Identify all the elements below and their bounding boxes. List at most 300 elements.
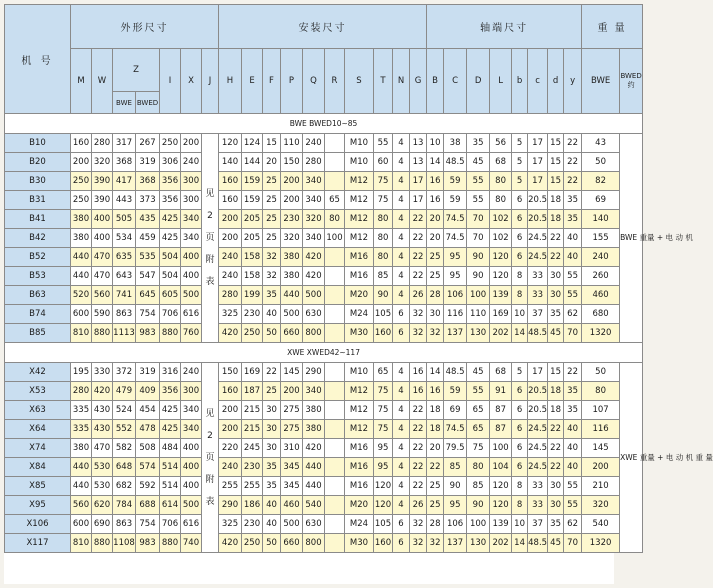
value-cell-E: 199 <box>242 286 263 305</box>
value-cell-b: 8 <box>512 267 528 286</box>
value-cell-E: 230 <box>242 305 263 324</box>
value-cell-F: 25 <box>263 229 281 248</box>
value-cell-H: 240 <box>219 458 242 477</box>
value-cell-C: 95 <box>444 496 467 515</box>
col-header-X: X <box>181 49 202 114</box>
value-cell-Z1: 635 <box>113 248 136 267</box>
weight-cell: 145 <box>582 439 620 458</box>
weight-cell: 540 <box>582 515 620 534</box>
value-cell-P: 345 <box>281 458 303 477</box>
note-char: 见 <box>205 408 215 419</box>
weight-cell: 82 <box>582 172 620 191</box>
value-cell-F: 30 <box>263 420 281 439</box>
table-row <box>5 134 643 153</box>
value-cell-F: 40 <box>263 496 281 515</box>
value-cell-Q: 630 <box>303 305 325 324</box>
value-cell-C: 69 <box>444 401 467 420</box>
value-cell-c: 33 <box>528 267 548 286</box>
value-cell-c: 20.5 <box>528 382 548 401</box>
value-cell-Z2: 688 <box>136 496 160 515</box>
value-cell-F: 20 <box>263 153 281 172</box>
value-cell-Q: 380 <box>303 401 325 420</box>
col-header-I: I <box>160 49 181 114</box>
value-cell-D: 110 <box>467 305 490 324</box>
value-cell-Z2: 983 <box>136 534 160 553</box>
value-cell-E: 255 <box>242 477 263 496</box>
value-cell-G: 32 <box>410 534 427 553</box>
value-cell-N: 4 <box>393 172 410 191</box>
value-cell-c: 48.5 <box>528 324 548 343</box>
value-cell-F: 15 <box>263 134 281 153</box>
value-cell-D: 130 <box>467 324 490 343</box>
value-cell-d: 18 <box>548 191 564 210</box>
value-cell-Z2: 478 <box>136 420 160 439</box>
value-cell-R: 80 <box>325 210 345 229</box>
value-cell-I: 356 <box>160 172 181 191</box>
value-cell-E: 144 <box>242 153 263 172</box>
value-cell-C: 95 <box>444 267 467 286</box>
value-cell-y: 55 <box>564 267 582 286</box>
value-cell-I: 356 <box>160 191 181 210</box>
model-cell: B85 <box>5 324 71 343</box>
value-cell-N: 4 <box>393 134 410 153</box>
value-cell-F: 32 <box>263 248 281 267</box>
value-cell-P: 660 <box>281 534 303 553</box>
value-cell-d: 22 <box>548 458 564 477</box>
value-cell-H: 150 <box>219 363 242 382</box>
value-cell-R <box>325 382 345 401</box>
value-cell-W: 530 <box>92 458 113 477</box>
value-cell-b: 8 <box>512 477 528 496</box>
value-cell-I: 504 <box>160 248 181 267</box>
value-cell-Z2: 983 <box>136 324 160 343</box>
value-cell-D: 80 <box>467 458 490 477</box>
value-cell-B: 14 <box>427 363 444 382</box>
value-cell-G: 17 <box>410 191 427 210</box>
value-cell-W: 430 <box>92 420 113 439</box>
value-cell-N: 4 <box>393 286 410 305</box>
value-cell-N: 6 <box>393 305 410 324</box>
weight-cell: 1320 <box>582 534 620 553</box>
value-cell-c: 20.5 <box>528 401 548 420</box>
value-cell-C: 74.5 <box>444 229 467 248</box>
value-cell-B: 20 <box>427 210 444 229</box>
value-cell-L: 87 <box>490 401 512 420</box>
value-cell-S: M16 <box>345 458 374 477</box>
value-cell-T: 120 <box>374 496 393 515</box>
value-cell-X: 400 <box>181 248 202 267</box>
col-header-shaft-b: b <box>512 49 528 114</box>
value-cell-M: 600 <box>71 515 92 534</box>
value-cell-W: 430 <box>92 401 113 420</box>
value-cell-D: 35 <box>467 134 490 153</box>
value-cell-Z2: 535 <box>136 248 160 267</box>
col-header-Z-bwed: BWED <box>136 92 160 114</box>
value-cell-Z2: 373 <box>136 191 160 210</box>
value-cell-P: 200 <box>281 172 303 191</box>
value-cell-C: 106 <box>444 515 467 534</box>
value-cell-P: 460 <box>281 496 303 515</box>
value-cell-I: 880 <box>160 534 181 553</box>
col-header-weight-bwed: BWED 约 <box>620 49 643 114</box>
value-cell-D: 55 <box>467 382 490 401</box>
value-cell-X: 400 <box>181 458 202 477</box>
value-cell-C: 59 <box>444 172 467 191</box>
value-cell-c: 37 <box>528 515 548 534</box>
value-cell-y: 55 <box>564 496 582 515</box>
value-cell-Z2: 319 <box>136 363 160 382</box>
col-header-W: W <box>92 49 113 114</box>
value-cell-Z2: 459 <box>136 229 160 248</box>
value-cell-Z1: 863 <box>113 515 136 534</box>
value-cell-S: M12 <box>345 191 374 210</box>
value-cell-P: 275 <box>281 420 303 439</box>
value-cell-I: 425 <box>160 210 181 229</box>
weight-cell: 260 <box>582 267 620 286</box>
table-row <box>5 210 643 229</box>
value-cell-T: 75 <box>374 420 393 439</box>
value-cell-d: 30 <box>548 496 564 515</box>
value-cell-X: 340 <box>181 401 202 420</box>
model-cell: B63 <box>5 286 71 305</box>
table-row <box>5 191 643 210</box>
value-cell-C: 85 <box>444 458 467 477</box>
value-cell-S: M12 <box>345 172 374 191</box>
value-cell-F: 40 <box>263 305 281 324</box>
value-cell-X: 760 <box>181 324 202 343</box>
value-cell-E: 205 <box>242 229 263 248</box>
value-cell-M: 810 <box>71 534 92 553</box>
value-cell-G: 22 <box>410 401 427 420</box>
value-cell-Z2: 267 <box>136 134 160 153</box>
value-cell-d: 45 <box>548 324 564 343</box>
value-cell-L: 68 <box>490 153 512 172</box>
value-cell-d: 22 <box>548 420 564 439</box>
table-row <box>5 382 643 401</box>
value-cell-I: 306 <box>160 153 181 172</box>
value-cell-E: 215 <box>242 420 263 439</box>
value-cell-L: 139 <box>490 286 512 305</box>
value-cell-E: 124 <box>242 134 263 153</box>
note-char: 表 <box>205 496 215 507</box>
value-cell-R <box>325 267 345 286</box>
section-title-row <box>5 343 643 363</box>
col-header-S: S <box>345 49 374 114</box>
model-cell: X84 <box>5 458 71 477</box>
value-cell-M: 380 <box>71 210 92 229</box>
col-header-H: H <box>219 49 242 114</box>
value-cell-S: M10 <box>345 363 374 382</box>
value-cell-D: 90 <box>467 267 490 286</box>
value-cell-b: 6 <box>512 439 528 458</box>
value-cell-T: 160 <box>374 324 393 343</box>
value-cell-D: 65 <box>467 401 490 420</box>
value-cell-G: 22 <box>410 477 427 496</box>
value-cell-T: 90 <box>374 286 393 305</box>
value-cell-R: 100 <box>325 229 345 248</box>
value-cell-P: 200 <box>281 382 303 401</box>
value-cell-S: M10 <box>345 153 374 172</box>
value-cell-Q: 800 <box>303 534 325 553</box>
value-cell-S: M24 <box>345 515 374 534</box>
value-cell-X: 240 <box>181 153 202 172</box>
value-cell-Q: 440 <box>303 477 325 496</box>
value-cell-P: 380 <box>281 267 303 286</box>
value-cell-Z1: 1108 <box>113 534 136 553</box>
value-cell-B: 30 <box>427 305 444 324</box>
value-cell-R <box>325 363 345 382</box>
value-cell-F: 35 <box>263 477 281 496</box>
col-header-Z: Z <box>113 49 160 92</box>
value-cell-L: 202 <box>490 534 512 553</box>
section-title: BWE BWED10~85 <box>5 114 643 134</box>
value-cell-D: 65 <box>467 420 490 439</box>
value-cell-T: 105 <box>374 515 393 534</box>
value-cell-Z1: 552 <box>113 420 136 439</box>
value-cell-P: 380 <box>281 248 303 267</box>
value-cell-C: 38 <box>444 134 467 153</box>
value-cell-Z1: 784 <box>113 496 136 515</box>
value-cell-W: 880 <box>92 324 113 343</box>
value-cell-Q: 800 <box>303 324 325 343</box>
model-cell: B41 <box>5 210 71 229</box>
value-cell-T: 75 <box>374 382 393 401</box>
value-cell-C: 59 <box>444 382 467 401</box>
value-cell-R <box>325 401 345 420</box>
table-row <box>5 363 643 382</box>
value-cell-G: 32 <box>410 324 427 343</box>
value-cell-c: 33 <box>528 496 548 515</box>
value-cell-F: 22 <box>263 363 281 382</box>
section-title-row <box>5 114 643 134</box>
value-cell-c: 20.5 <box>528 210 548 229</box>
installation-dimensions-header: 安装尺寸 <box>219 5 427 49</box>
value-cell-W: 470 <box>92 267 113 286</box>
value-cell-B: 28 <box>427 286 444 305</box>
value-cell-G: 22 <box>410 229 427 248</box>
value-cell-B: 25 <box>427 496 444 515</box>
value-cell-G: 22 <box>410 210 427 229</box>
value-cell-R <box>325 153 345 172</box>
value-cell-P: 230 <box>281 210 303 229</box>
note-char: 附 <box>205 474 215 485</box>
value-cell-L: 139 <box>490 515 512 534</box>
value-cell-Q: 630 <box>303 515 325 534</box>
value-cell-T: 55 <box>374 134 393 153</box>
value-cell-T: 75 <box>374 191 393 210</box>
value-cell-I: 706 <box>160 515 181 534</box>
col-header-T: T <box>374 49 393 114</box>
value-cell-B: 18 <box>427 401 444 420</box>
value-cell-c: 17 <box>528 172 548 191</box>
table-row <box>5 153 643 172</box>
value-cell-S: M12 <box>345 229 374 248</box>
value-cell-T: 95 <box>374 458 393 477</box>
model-cell: X85 <box>5 477 71 496</box>
value-cell-N: 4 <box>393 401 410 420</box>
value-cell-W: 330 <box>92 363 113 382</box>
value-cell-W: 420 <box>92 382 113 401</box>
value-cell-H: 240 <box>219 248 242 267</box>
table-row <box>5 267 643 286</box>
value-cell-S: M20 <box>345 496 374 515</box>
model-cell: X42 <box>5 363 71 382</box>
value-cell-W: 530 <box>92 477 113 496</box>
value-cell-G: 32 <box>410 305 427 324</box>
value-cell-W: 620 <box>92 496 113 515</box>
value-cell-X: 500 <box>181 496 202 515</box>
value-cell-C: 116 <box>444 305 467 324</box>
value-cell-Z2: 754 <box>136 515 160 534</box>
value-cell-H: 200 <box>219 420 242 439</box>
value-cell-D: 85 <box>467 477 490 496</box>
value-cell-P: 345 <box>281 477 303 496</box>
col-header-shaft-C: C <box>444 49 467 114</box>
value-cell-b: 10 <box>512 305 528 324</box>
value-cell-B: 20 <box>427 439 444 458</box>
value-cell-y: 40 <box>564 248 582 267</box>
value-cell-I: 880 <box>160 324 181 343</box>
machine-number-header: 机 号 <box>5 5 71 114</box>
value-cell-y: 55 <box>564 286 582 305</box>
value-cell-X: 616 <box>181 305 202 324</box>
value-cell-C: 137 <box>444 324 467 343</box>
value-cell-W: 560 <box>92 286 113 305</box>
value-cell-G: 22 <box>410 458 427 477</box>
value-cell-R <box>325 248 345 267</box>
weight-cell: 69 <box>582 191 620 210</box>
value-cell-M: 520 <box>71 286 92 305</box>
model-cell: B53 <box>5 267 71 286</box>
value-cell-Z1: 524 <box>113 401 136 420</box>
value-cell-M: 335 <box>71 420 92 439</box>
value-cell-b: 8 <box>512 286 528 305</box>
value-cell-M: 200 <box>71 153 92 172</box>
value-cell-B: 14 <box>427 153 444 172</box>
value-cell-M: 195 <box>71 363 92 382</box>
section-title: XWE XWED42~117 <box>5 343 643 363</box>
value-cell-M: 250 <box>71 172 92 191</box>
value-cell-y: 70 <box>564 324 582 343</box>
value-cell-B: 22 <box>427 458 444 477</box>
col-header-shaft-D: D <box>467 49 490 114</box>
header-row-groups <box>5 5 643 49</box>
value-cell-D: 70 <box>467 210 490 229</box>
value-cell-C: 90 <box>444 477 467 496</box>
value-cell-c: 20.5 <box>528 191 548 210</box>
value-cell-L: 120 <box>490 248 512 267</box>
value-cell-E: 186 <box>242 496 263 515</box>
value-cell-H: 160 <box>219 191 242 210</box>
value-cell-N: 6 <box>393 515 410 534</box>
value-cell-T: 75 <box>374 172 393 191</box>
value-cell-G: 22 <box>410 248 427 267</box>
note-char: 见 <box>205 189 215 199</box>
value-cell-Z2: 574 <box>136 458 160 477</box>
value-cell-M: 560 <box>71 496 92 515</box>
value-cell-G: 17 <box>410 172 427 191</box>
value-cell-X: 740 <box>181 534 202 553</box>
weight-cell: 80 <box>582 382 620 401</box>
col-header-G: G <box>410 49 427 114</box>
value-cell-P: 310 <box>281 439 303 458</box>
value-cell-I: 250 <box>160 134 181 153</box>
value-cell-F: 40 <box>263 515 281 534</box>
value-cell-T: 95 <box>374 439 393 458</box>
value-cell-Z1: 741 <box>113 286 136 305</box>
value-cell-Z1: 317 <box>113 134 136 153</box>
value-cell-Q: 440 <box>303 458 325 477</box>
note-char: 附 <box>205 255 215 265</box>
model-cell: B74 <box>5 305 71 324</box>
value-cell-W: 390 <box>92 172 113 191</box>
value-cell-c: 17 <box>528 153 548 172</box>
table-row <box>5 286 643 305</box>
value-cell-Q: 340 <box>303 229 325 248</box>
value-cell-Q: 420 <box>303 439 325 458</box>
value-cell-N: 4 <box>393 477 410 496</box>
see-page-note <box>202 134 219 343</box>
value-cell-M: 250 <box>71 191 92 210</box>
value-cell-H: 325 <box>219 515 242 534</box>
value-cell-X: 400 <box>181 439 202 458</box>
value-cell-E: 250 <box>242 324 263 343</box>
value-cell-Z1: 582 <box>113 439 136 458</box>
value-cell-X: 300 <box>181 382 202 401</box>
value-cell-F: 25 <box>263 210 281 229</box>
value-cell-N: 4 <box>393 363 410 382</box>
value-cell-N: 4 <box>393 248 410 267</box>
value-cell-Z1: 643 <box>113 267 136 286</box>
see-page-note <box>202 363 219 553</box>
value-cell-E: 169 <box>242 363 263 382</box>
col-header-shaft-L: L <box>490 49 512 114</box>
value-cell-R <box>325 172 345 191</box>
value-cell-B: 10 <box>427 134 444 153</box>
value-cell-Z1: 863 <box>113 305 136 324</box>
model-cell: B20 <box>5 153 71 172</box>
value-cell-F: 25 <box>263 172 281 191</box>
value-cell-T: 105 <box>374 305 393 324</box>
value-cell-M: 160 <box>71 134 92 153</box>
value-cell-X: 300 <box>181 172 202 191</box>
value-cell-P: 150 <box>281 153 303 172</box>
value-cell-b: 5 <box>512 134 528 153</box>
value-cell-c: 48.5 <box>528 534 548 553</box>
value-cell-T: 80 <box>374 248 393 267</box>
value-cell-D: 55 <box>467 191 490 210</box>
value-cell-S: M12 <box>345 420 374 439</box>
value-cell-T: 65 <box>374 363 393 382</box>
value-cell-G: 22 <box>410 420 427 439</box>
value-cell-W: 390 <box>92 191 113 210</box>
model-cell: B42 <box>5 229 71 248</box>
value-cell-H: 200 <box>219 210 242 229</box>
value-cell-X: 340 <box>181 229 202 248</box>
value-cell-E: 215 <box>242 401 263 420</box>
value-cell-y: 22 <box>564 363 582 382</box>
value-cell-H: 160 <box>219 382 242 401</box>
value-cell-y: 35 <box>564 210 582 229</box>
col-header-J: J <box>202 49 219 114</box>
value-cell-d: 22 <box>548 248 564 267</box>
value-cell-H: 160 <box>219 172 242 191</box>
value-cell-d: 15 <box>548 172 564 191</box>
value-cell-E: 158 <box>242 248 263 267</box>
value-cell-D: 70 <box>467 229 490 248</box>
value-cell-C: 59 <box>444 191 467 210</box>
value-cell-R <box>325 134 345 153</box>
